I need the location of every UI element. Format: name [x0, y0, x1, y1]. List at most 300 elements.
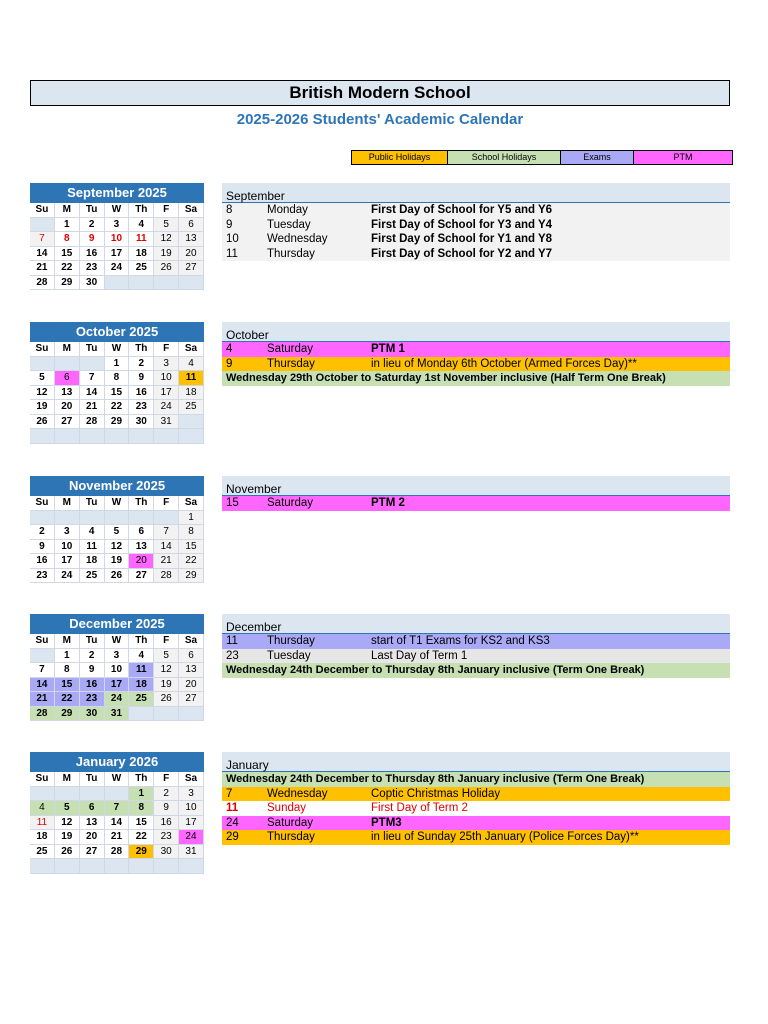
- weekday-header: Su: [30, 203, 55, 218]
- event-description: PTM 2: [371, 497, 405, 509]
- empty-day-cell: [179, 707, 204, 722]
- day-cell: 3: [105, 218, 130, 233]
- day-cell: 2: [80, 218, 105, 233]
- weekday-header: Th: [129, 342, 154, 357]
- event-description: First Day of School for Y5 and Y6: [371, 204, 553, 216]
- day-cell: 12: [154, 232, 179, 247]
- day-cell: 8: [105, 371, 130, 386]
- empty-day-cell: [30, 357, 55, 372]
- day-cell: 11: [179, 371, 204, 386]
- weekday-header: W: [105, 496, 130, 511]
- day-cell: 12: [55, 816, 80, 831]
- day-cell: 20: [129, 554, 154, 569]
- day-cell: 15: [105, 386, 130, 401]
- empty-day-cell: [129, 859, 154, 874]
- day-cell: 5: [105, 525, 130, 540]
- event-day: Monday: [267, 204, 308, 216]
- day-cell: 27: [129, 569, 154, 584]
- event-description: First Day of School for Y1 and Y8: [371, 233, 553, 245]
- event-description: First Day of School for Y2 and Y7: [371, 247, 553, 260]
- weekday-header: F: [154, 634, 179, 649]
- event-row: [222, 342, 730, 357]
- empty-day-cell: [30, 511, 55, 526]
- weekday-header: Th: [129, 772, 154, 787]
- event-date: 10: [226, 233, 239, 245]
- weekday-header: Sa: [179, 342, 204, 357]
- day-cell: 14: [154, 540, 179, 555]
- event-row: [222, 830, 730, 845]
- day-cell: 5: [154, 649, 179, 664]
- day-cell: 24: [55, 569, 80, 584]
- event-row: [222, 634, 730, 649]
- empty-day-cell: [30, 859, 55, 874]
- event-day: Tuesday: [267, 649, 311, 662]
- day-cell: 30: [80, 276, 105, 291]
- month-grid: [30, 496, 204, 583]
- day-cell: 11: [80, 540, 105, 555]
- month-calendar-december: [30, 614, 204, 721]
- empty-day-cell: [154, 276, 179, 291]
- weekday-header: Sa: [179, 772, 204, 787]
- event-row: [222, 649, 730, 664]
- day-cell: 25: [80, 569, 105, 584]
- day-cell: 10: [179, 801, 204, 816]
- day-cell: 2: [30, 525, 55, 540]
- day-cell: 26: [154, 692, 179, 707]
- event-description: in lieu of Sunday 25th January (Police Forces Day)**: [371, 831, 639, 843]
- day-cell: 22: [55, 692, 80, 707]
- empty-day-cell: [179, 276, 204, 291]
- day-cell: 16: [154, 816, 179, 831]
- day-cell: 5: [30, 371, 55, 386]
- day-cell: 13: [179, 663, 204, 678]
- day-cell: 4: [179, 357, 204, 372]
- day-cell: 4: [80, 525, 105, 540]
- month-calendar-november: [30, 476, 204, 583]
- event-date: 11: [226, 635, 238, 647]
- day-cell: 16: [80, 247, 105, 262]
- day-cell: 15: [179, 540, 204, 555]
- empty-day-cell: [154, 511, 179, 526]
- day-cell: 24: [105, 261, 130, 276]
- event-date: 11: [226, 802, 239, 814]
- event-date: 11: [226, 247, 238, 260]
- events-january: [222, 752, 730, 845]
- weekday-header: M: [55, 772, 80, 787]
- day-cell: 29: [105, 415, 130, 430]
- weekday-header: W: [105, 203, 130, 218]
- day-cell: 2: [129, 357, 154, 372]
- day-cell: 17: [105, 678, 130, 693]
- events-september: [222, 183, 730, 261]
- day-cell: 29: [55, 707, 80, 722]
- empty-day-cell: [30, 787, 55, 802]
- day-cell: 20: [179, 247, 204, 262]
- day-cell: 13: [129, 540, 154, 555]
- event-day: Sunday: [267, 802, 307, 814]
- empty-day-cell: [80, 511, 105, 526]
- events-month-heading: January: [222, 752, 730, 772]
- day-cell: 5: [154, 218, 179, 233]
- event-row: [222, 801, 730, 816]
- event-day: Thursday: [267, 247, 315, 260]
- school-title: British Modern School: [30, 80, 730, 106]
- event-description: Wednesday 29th October to Saturday 1st November inclusive (Half Term One Break): [226, 372, 666, 384]
- events-month-heading: September: [222, 183, 730, 203]
- day-cell: 15: [55, 247, 80, 262]
- event-description: Coptic Christmas Holiday: [371, 787, 501, 800]
- month-grid: [30, 634, 204, 721]
- day-cell: 4: [129, 218, 154, 233]
- weekday-header: Tu: [80, 772, 105, 787]
- weekday-header: Tu: [80, 342, 105, 357]
- day-cell: 11: [30, 816, 55, 831]
- event-description: in lieu of Monday 6th October (Armed Forces Day)**: [371, 357, 637, 370]
- day-cell: 7: [105, 801, 130, 816]
- day-cell: 27: [55, 415, 80, 430]
- day-cell: 6: [129, 525, 154, 540]
- day-cell: 20: [55, 400, 80, 415]
- day-cell: 23: [80, 261, 105, 276]
- day-cell: 19: [105, 554, 130, 569]
- empty-day-cell: [105, 787, 130, 802]
- empty-day-cell: [179, 415, 204, 430]
- day-cell: 9: [80, 663, 105, 678]
- weekday-header: Su: [30, 634, 55, 649]
- weekday-header: Sa: [179, 203, 204, 218]
- day-cell: 28: [30, 276, 55, 291]
- month-calendar-september: [30, 183, 204, 290]
- event-day: Thursday: [267, 831, 315, 843]
- day-cell: 1: [105, 357, 130, 372]
- month-title: January 2026: [30, 752, 204, 772]
- day-cell: 3: [55, 525, 80, 540]
- weekday-header: Su: [30, 496, 55, 511]
- event-day: Saturday: [267, 497, 314, 509]
- month-calendar-october: [30, 322, 204, 444]
- empty-day-cell: [105, 511, 130, 526]
- day-cell: 27: [80, 845, 105, 860]
- day-cell: 16: [30, 554, 55, 569]
- event-date: 7: [226, 787, 233, 800]
- event-description: Last Day of Term 1: [371, 649, 468, 662]
- day-cell: 16: [80, 678, 105, 693]
- events-month-heading: October: [222, 322, 730, 342]
- weekday-header: F: [154, 496, 179, 511]
- day-cell: 12: [154, 663, 179, 678]
- day-cell: 17: [105, 247, 130, 262]
- weekday-header: Tu: [80, 634, 105, 649]
- day-cell: 24: [154, 400, 179, 415]
- event-row: [222, 496, 730, 511]
- day-cell: 10: [105, 232, 130, 247]
- day-cell: 23: [129, 400, 154, 415]
- legend-ptm: PTM: [633, 150, 733, 165]
- day-cell: 14: [80, 386, 105, 401]
- legend-school-holidays: School Holidays: [447, 150, 561, 165]
- month-grid: [30, 203, 204, 290]
- day-cell: 27: [179, 692, 204, 707]
- day-cell: 25: [129, 692, 154, 707]
- empty-day-cell: [55, 511, 80, 526]
- day-cell: 4: [30, 801, 55, 816]
- weekday-header: M: [55, 634, 80, 649]
- event-row: [222, 816, 730, 831]
- event-row: [222, 772, 730, 787]
- events-november: [222, 476, 730, 511]
- day-cell: 14: [30, 247, 55, 262]
- day-cell: 19: [55, 830, 80, 845]
- day-cell: 21: [80, 400, 105, 415]
- day-cell: 30: [80, 707, 105, 722]
- weekday-header: Th: [129, 203, 154, 218]
- legend-public-holidays: Public Holidays: [351, 150, 448, 165]
- day-cell: 28: [105, 845, 130, 860]
- day-cell: 6: [55, 371, 80, 386]
- day-cell: 20: [80, 830, 105, 845]
- empty-day-cell: [30, 649, 55, 664]
- day-cell: 21: [105, 830, 130, 845]
- event-day: Thursday: [267, 635, 315, 647]
- day-cell: 18: [129, 247, 154, 262]
- day-cell: 8: [55, 663, 80, 678]
- events-month-heading: November: [222, 476, 730, 496]
- day-cell: 3: [154, 357, 179, 372]
- day-cell: 17: [154, 386, 179, 401]
- events-october: [222, 322, 730, 386]
- day-cell: 1: [179, 511, 204, 526]
- day-cell: 6: [80, 801, 105, 816]
- day-cell: 4: [129, 649, 154, 664]
- day-cell: 10: [55, 540, 80, 555]
- weekday-header: Th: [129, 634, 154, 649]
- day-cell: 30: [129, 415, 154, 430]
- empty-day-cell: [179, 429, 204, 444]
- empty-day-cell: [55, 429, 80, 444]
- day-cell: 26: [55, 845, 80, 860]
- day-cell: 16: [129, 386, 154, 401]
- event-date: 23: [226, 649, 239, 662]
- event-date: 29: [226, 831, 239, 843]
- day-cell: 24: [179, 830, 204, 845]
- weekday-header: Sa: [179, 496, 204, 511]
- weekday-header: Sa: [179, 634, 204, 649]
- weekday-header: W: [105, 634, 130, 649]
- events-month-heading: December: [222, 614, 730, 634]
- day-cell: 14: [105, 816, 130, 831]
- legend-exams: Exams: [560, 150, 634, 165]
- empty-day-cell: [80, 357, 105, 372]
- weekday-header: W: [105, 772, 130, 787]
- day-cell: 6: [179, 218, 204, 233]
- day-cell: 21: [154, 554, 179, 569]
- event-day: Saturday: [267, 816, 314, 829]
- month-grid: [30, 342, 204, 444]
- day-cell: 22: [105, 400, 130, 415]
- weekday-header: Th: [129, 496, 154, 511]
- day-cell: 27: [179, 261, 204, 276]
- day-cell: 26: [105, 569, 130, 584]
- day-cell: 7: [80, 371, 105, 386]
- day-cell: 23: [154, 830, 179, 845]
- day-cell: 22: [179, 554, 204, 569]
- day-cell: 28: [80, 415, 105, 430]
- month-title: November 2025: [30, 476, 204, 496]
- day-cell: 18: [30, 830, 55, 845]
- day-cell: 8: [129, 801, 154, 816]
- day-cell: 15: [129, 816, 154, 831]
- day-cell: 15: [55, 678, 80, 693]
- empty-day-cell: [55, 357, 80, 372]
- day-cell: 31: [154, 415, 179, 430]
- day-cell: 19: [154, 247, 179, 262]
- event-description: PTM 1: [371, 343, 405, 355]
- empty-day-cell: [105, 429, 130, 444]
- day-cell: 1: [55, 218, 80, 233]
- day-cell: 9: [30, 540, 55, 555]
- event-day: Thursday: [267, 357, 315, 370]
- day-cell: 2: [80, 649, 105, 664]
- day-cell: 7: [154, 525, 179, 540]
- day-cell: 22: [129, 830, 154, 845]
- weekday-header: Su: [30, 772, 55, 787]
- empty-day-cell: [105, 859, 130, 874]
- day-cell: 26: [30, 415, 55, 430]
- empty-day-cell: [129, 707, 154, 722]
- event-day: Tuesday: [267, 218, 311, 231]
- legend: [352, 150, 733, 164]
- day-cell: 3: [105, 649, 130, 664]
- event-description: PTM3: [371, 816, 402, 829]
- day-cell: 28: [154, 569, 179, 584]
- empty-day-cell: [154, 707, 179, 722]
- empty-day-cell: [129, 276, 154, 291]
- day-cell: 12: [30, 386, 55, 401]
- weekday-header: Tu: [80, 496, 105, 511]
- day-cell: 8: [179, 525, 204, 540]
- day-cell: 14: [30, 678, 55, 693]
- event-date: 4: [226, 343, 233, 355]
- day-cell: 9: [80, 232, 105, 247]
- empty-day-cell: [105, 276, 130, 291]
- empty-day-cell: [30, 429, 55, 444]
- day-cell: 31: [105, 707, 130, 722]
- event-date: 8: [226, 204, 233, 216]
- day-cell: 29: [129, 845, 154, 860]
- event-row: [222, 232, 730, 247]
- day-cell: 11: [129, 232, 154, 247]
- day-cell: 24: [105, 692, 130, 707]
- event-day: Wednesday: [267, 233, 328, 245]
- day-cell: 29: [179, 569, 204, 584]
- weekday-header: Su: [30, 342, 55, 357]
- day-cell: 7: [30, 663, 55, 678]
- day-cell: 7: [30, 232, 55, 247]
- empty-day-cell: [55, 859, 80, 874]
- event-date: 9: [226, 357, 233, 370]
- event-row: [222, 247, 730, 262]
- day-cell: 25: [30, 845, 55, 860]
- empty-day-cell: [179, 859, 204, 874]
- weekday-header: M: [55, 496, 80, 511]
- events-december: [222, 614, 730, 678]
- event-date: 9: [226, 218, 233, 231]
- empty-day-cell: [80, 787, 105, 802]
- day-cell: 26: [154, 261, 179, 276]
- calendar-subtitle: 2025-2026 Students' Academic Calendar: [236, 111, 524, 128]
- day-cell: 17: [55, 554, 80, 569]
- day-cell: 9: [154, 801, 179, 816]
- event-description: start of T1 Exams for KS2 and KS3: [371, 635, 550, 647]
- day-cell: 21: [30, 261, 55, 276]
- day-cell: 12: [105, 540, 130, 555]
- day-cell: 30: [154, 845, 179, 860]
- day-cell: 2: [154, 787, 179, 802]
- empty-day-cell: [55, 787, 80, 802]
- day-cell: 18: [179, 386, 204, 401]
- day-cell: 22: [55, 261, 80, 276]
- empty-day-cell: [129, 511, 154, 526]
- empty-day-cell: [30, 218, 55, 233]
- day-cell: 13: [179, 232, 204, 247]
- event-description: Wednesday 24th December to Thursday 8th January inclusive (Term One Break): [226, 664, 645, 676]
- weekday-header: F: [154, 203, 179, 218]
- day-cell: 10: [154, 371, 179, 386]
- day-cell: 31: [179, 845, 204, 860]
- event-row: [222, 218, 730, 233]
- day-cell: 11: [129, 663, 154, 678]
- event-date: 15: [226, 497, 239, 509]
- empty-day-cell: [129, 429, 154, 444]
- day-cell: 18: [129, 678, 154, 693]
- empty-day-cell: [154, 859, 179, 874]
- event-description: Wednesday 24th December to Thursday 8th January inclusive (Term One Break): [226, 773, 645, 785]
- event-description: First Day of Term 2: [371, 802, 468, 814]
- month-title: December 2025: [30, 614, 204, 634]
- weekday-header: M: [55, 203, 80, 218]
- event-description: First Day of School for Y3 and Y4: [371, 218, 553, 231]
- day-cell: 5: [55, 801, 80, 816]
- empty-day-cell: [80, 429, 105, 444]
- empty-day-cell: [80, 859, 105, 874]
- weekday-header: W: [105, 342, 130, 357]
- weekday-header: Tu: [80, 203, 105, 218]
- day-cell: 1: [129, 787, 154, 802]
- event-date: 24: [226, 816, 239, 829]
- weekday-header: F: [154, 342, 179, 357]
- event-row: [222, 203, 730, 218]
- day-cell: 19: [154, 678, 179, 693]
- day-cell: 25: [179, 400, 204, 415]
- month-grid: [30, 772, 204, 874]
- event-day: Saturday: [267, 343, 314, 355]
- day-cell: 19: [30, 400, 55, 415]
- event-day: Wednesday: [267, 787, 328, 800]
- day-cell: 20: [179, 678, 204, 693]
- day-cell: 13: [55, 386, 80, 401]
- month-title: September 2025: [30, 183, 204, 203]
- event-row: [222, 357, 730, 372]
- month-title: October 2025: [30, 322, 204, 342]
- day-cell: 29: [55, 276, 80, 291]
- weekday-header: M: [55, 342, 80, 357]
- day-cell: 9: [129, 371, 154, 386]
- empty-day-cell: [154, 429, 179, 444]
- day-cell: 1: [55, 649, 80, 664]
- event-row: [222, 787, 730, 802]
- month-calendar-january: [30, 752, 204, 874]
- day-cell: 17: [179, 816, 204, 831]
